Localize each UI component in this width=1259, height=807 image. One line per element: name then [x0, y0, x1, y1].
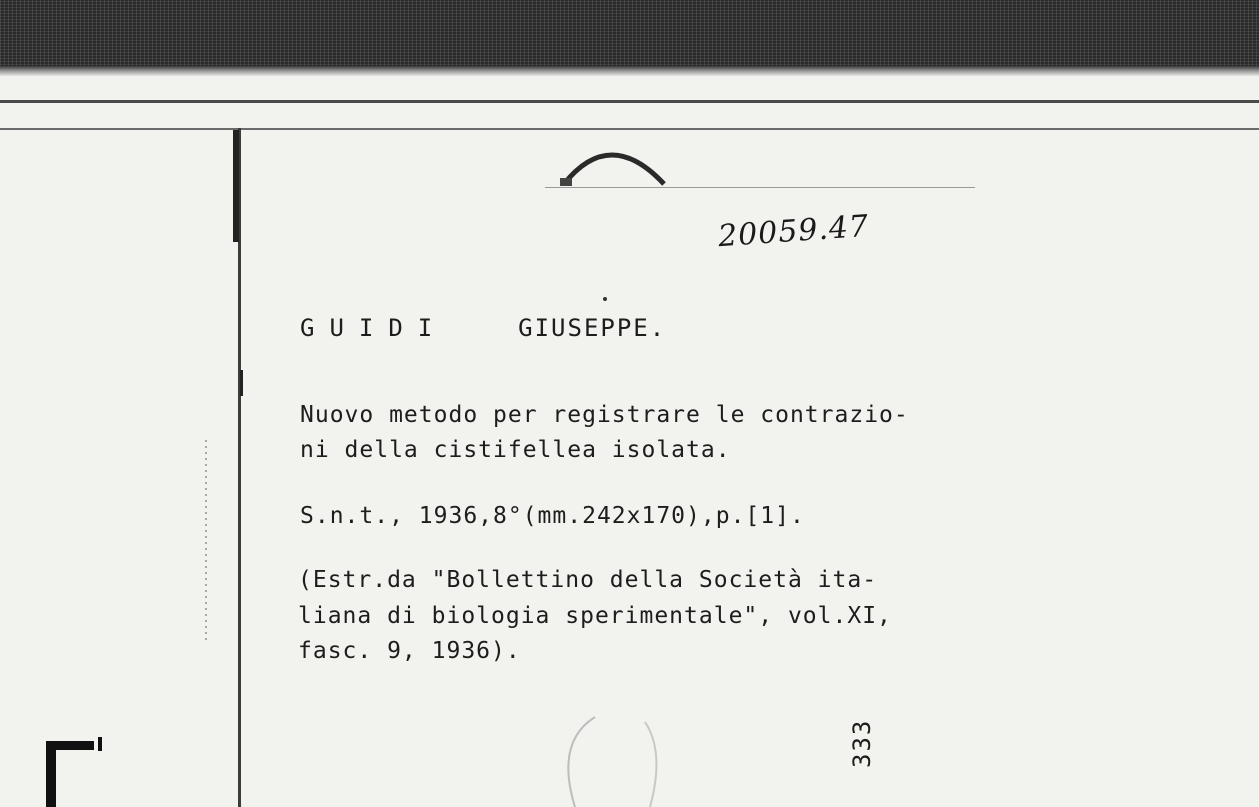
- note-line-3: fasc. 9, 1936).: [298, 638, 521, 664]
- author-forename: GIUSEPPE.: [518, 314, 667, 342]
- card-left-margin-tick: [240, 370, 243, 396]
- ink-dot: [603, 297, 607, 301]
- author-surname: GUIDI: [300, 314, 448, 342]
- scan-top-edge: [0, 66, 1259, 76]
- author-heading: [300, 314, 666, 342]
- imprint-line: S.n.t., 1936,8°(mm.242x170),p.[1].: [300, 503, 805, 529]
- title-line-2: ni della cistifellea isolata.: [300, 437, 731, 463]
- card-edge-mark: [44, 735, 104, 807]
- card-header-rule: [0, 128, 1259, 130]
- handwritten-accession-number: 20059.47: [716, 208, 871, 255]
- scan-speckle: [205, 440, 207, 640]
- shelf-number: [848, 708, 888, 768]
- card-left-margin-mark: [233, 130, 239, 242]
- punch-hole-top: [560, 140, 670, 190]
- note-line-1: (Estr.da "Bollettino della Società ita-: [298, 567, 878, 593]
- shelf-number-text: 333: [848, 718, 876, 768]
- card-top-rule: [0, 100, 1259, 103]
- scan-top-band: [0, 0, 1259, 68]
- title-line-1: Nuovo metodo per registrare le contrazio-: [300, 402, 909, 428]
- note-line-2: liana di biologia sperimentale", vol.XI,: [298, 603, 892, 629]
- punch-hole-bottom: [555, 712, 665, 807]
